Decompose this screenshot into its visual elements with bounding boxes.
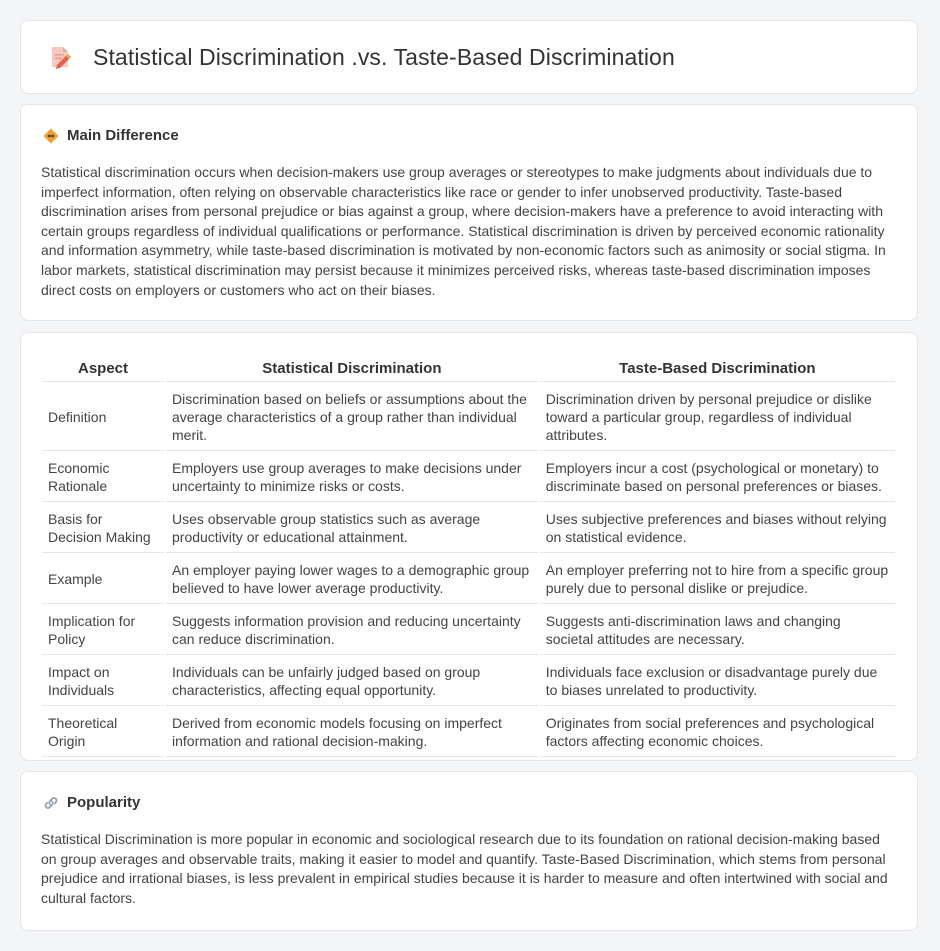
row-taste-based: Individuals face exclusion or disadvantage purely due to biases unrelated to productivity. bbox=[540, 657, 895, 706]
row-aspect: Theoretical Origin bbox=[42, 708, 164, 757]
row-taste-based: Originates from social preferences and psychological factors affecting economic choices. bbox=[540, 708, 895, 757]
row-statistical: Derived from economic models focusing on imperfect information and rational decision-making. bbox=[166, 708, 538, 757]
row-aspect: Economic Rationale bbox=[42, 453, 164, 502]
main-difference-text: Statistical discrimination occurs when decision-makers use group averages or stereotypes to make judgments about individuals due to imperfect information, often relying on observable characteristics like race or gender to infer unobserved productivity. Taste-based discrimination arises from personal prejudice or bias against a group, where decision-makers have a preference to avoid interacting with certain groups regardless of individual qualifications or performance. Statistical discrimination is driven by perceived economic rationality and information asymmetry, while taste-based discrimination is motivated by non-economic factors such as animosity or social stigma. In labor markets, statistical discrimination may persist because it minimizes perceived risks, whereas taste-based discrimination imposes direct costs on employers or customers who act on their biases. bbox=[41, 164, 886, 298]
table-row bbox=[42, 606, 895, 655]
main-difference-card bbox=[20, 104, 918, 321]
diamond-arrows-icon bbox=[43, 128, 59, 144]
row-taste-based: An employer preferring not to hire from a specific group purely due to personal dislike or prejudice. bbox=[540, 555, 895, 604]
table-row bbox=[42, 384, 895, 451]
table-row bbox=[42, 657, 895, 706]
row-taste-based: Suggests anti-discrimination laws and changing societal attitudes are necessary. bbox=[540, 606, 895, 655]
header-statistical: Statistical Discrimination bbox=[166, 351, 538, 382]
comparison-table bbox=[40, 349, 897, 759]
header-taste-based: Taste-Based Discrimination bbox=[540, 351, 895, 382]
table-row bbox=[42, 555, 895, 604]
row-statistical: Individuals can be unfairly judged based on group characteristics, affecting equal opportunity. bbox=[166, 657, 538, 706]
row-aspect: Example bbox=[42, 555, 164, 604]
row-taste-based: Uses subjective preferences and biases without relying on statistical evidence. bbox=[540, 504, 895, 553]
header-aspect: Aspect bbox=[42, 351, 164, 382]
row-statistical: An employer paying lower wages to a demographic group believed to have lower average productivity. bbox=[166, 555, 538, 604]
row-aspect: Implication for Policy bbox=[42, 606, 164, 655]
popularity-text: Statistical Discrimination is more popular in economic and sociological research due to its foundation on rational decision-making based on group averages and observable traits, making it easier to model and quantify. Taste-Based Discrimination, which stems from personal prejudice and irrational biases, is less prevalent in empirical studies because it is harder to measure and often intertwined with social and cultural factors. bbox=[41, 831, 888, 906]
row-aspect: Definition bbox=[42, 384, 164, 451]
popularity-title: Popularity bbox=[67, 794, 141, 811]
table-header-row bbox=[42, 351, 895, 382]
row-taste-based: Discrimination driven by personal prejudice or dislike toward a particular group, regardless of individual attributes. bbox=[540, 384, 895, 451]
table-row bbox=[42, 504, 895, 553]
row-taste-based: Employers incur a cost (psychological or monetary) to discriminate based on personal preferences or biases. bbox=[540, 453, 895, 502]
popularity-heading bbox=[43, 794, 897, 811]
main-difference-heading bbox=[43, 127, 897, 144]
popularity-card bbox=[20, 771, 918, 931]
comparison-table-card bbox=[20, 332, 918, 761]
row-aspect: Basis for Decision Making bbox=[42, 504, 164, 553]
link-icon bbox=[43, 795, 59, 811]
row-statistical: Employers use group averages to make decisions under uncertainty to minimize risks or costs. bbox=[166, 453, 538, 502]
table-row bbox=[42, 453, 895, 502]
row-statistical: Discrimination based on beliefs or assumptions about the average characteristics of a group rather than individual merit. bbox=[166, 384, 538, 451]
document-pencil-icon bbox=[47, 44, 73, 70]
main-difference-title: Main Difference bbox=[67, 127, 179, 144]
row-statistical: Uses observable group statistics such as average productivity or educational attainment. bbox=[166, 504, 538, 553]
row-statistical: Suggests information provision and reducing uncertainty can reduce discrimination. bbox=[166, 606, 538, 655]
table-row bbox=[42, 708, 895, 757]
header-card bbox=[20, 20, 918, 94]
page-title: Statistical Discrimination .vs. Taste-Based Discrimination bbox=[93, 43, 675, 70]
row-aspect: Impact on Individuals bbox=[42, 657, 164, 706]
